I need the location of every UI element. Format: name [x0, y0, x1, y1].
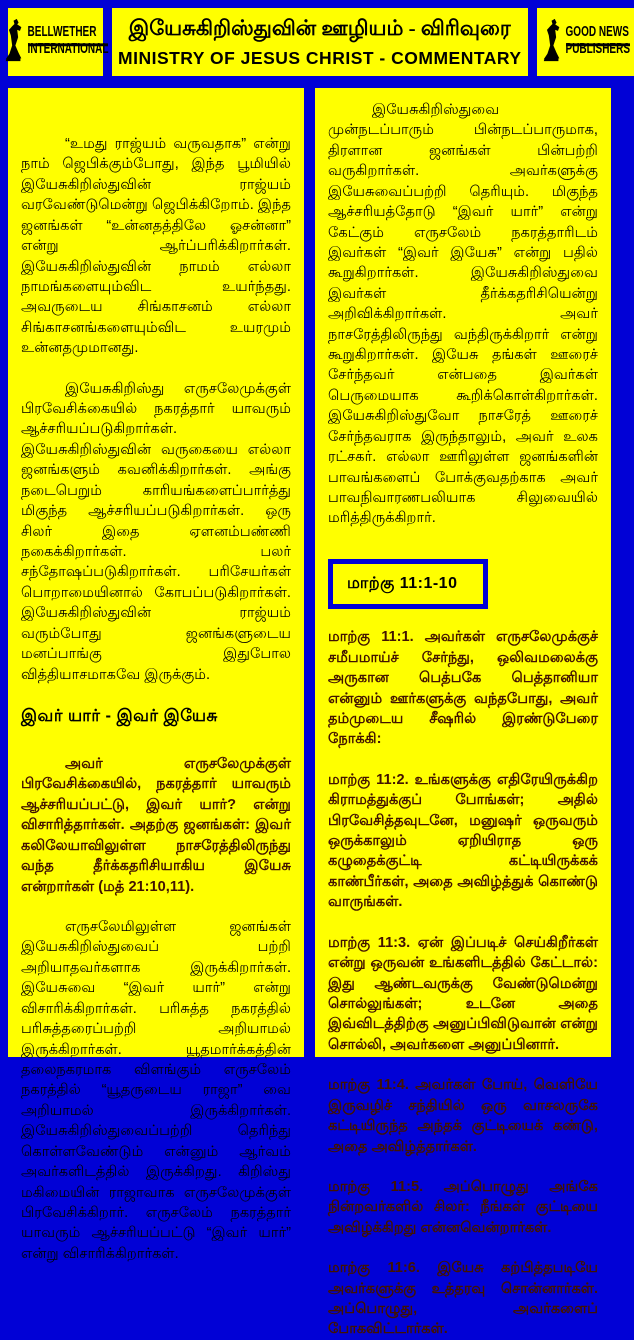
scripture-quote-paragraph: அவர் எருசலேமுக்குள் பிரவேசிக்கையில், நகரத்தார் யாவரும் ஆச்சரியப்பட்டு, இவர் யார்? என்று விசாரித்தார்கள். அதற்கு ஜனங்கள்: இவர் கலிலேயாவிலுள்ள நாசரேத்திலிருந்து வந்த தீர்க்கதரிசியாகிய இயேசு என்றார்கள் (மத் 21:10,11). — [21, 756, 291, 895]
verse-paragraph: மாற்கு 11:3. ஏன் இப்படிச் செய்கிறீர்கள் என்று ஒருவன் உங்களிடத்தில் கேட்டால்: இது ஆண்டவருக்கு வேண்டுமென்று சொல்லுங்கள்; உடனே அதை இவ்விடத்திற்கு அனுப்பிவிடுவான் என்று சொல்லி, அவர்களை அனுப்பினார். — [328, 934, 598, 1053]
statue-icon — [541, 17, 563, 68]
right-column — [315, 88, 611, 1338]
verse-paragraph: மாற்கு 11:1. அவர்கள் எருசலேமுக்குச் சமீபமாய்ச் சேர்ந்து, ஒலிவமலைக்கு அருகான பெத்பகே பெத்தானியா என்னும் ஊர்களுக்கு வந்தபோது, அவர் தம்முடைய சீஷரில் இரண்டுபேரை நோக்கி: — [328, 629, 598, 748]
verse-paragraph: மாற்கு 11:6. இயேசு கற்பித்தபடியே அவர்களுக்கு உத்தரவு சொன்னார்கள். அப்பொழுது, அவர்களைப் போகவிட்டார்கள். — [328, 1260, 598, 1338]
title-box — [112, 8, 528, 76]
section-heading: இவர் யார் - இவர் இயேசு — [21, 706, 218, 725]
bellwether-logo-text — [27, 24, 109, 58]
commentary-paragraph: எருசலேமிலுள்ள ஜனங்கள் இயேசுகிறிஸ்துவைப் பற்றி அறியாதவர்களாக இருக்கிறார்கள். இயேசுவை “இவர் யார்” என்று விசாரிக்கிறார்கள். பரிசுத்த நகரத்தில் பரிசுத்தரைப்பற்றி அறியாமல் இருக்கிறார்கள். யூதமார்க்கத்தின் தலைநகரமாக விளங்கும் எருசலேம் நகரத்தில் “யூதருடைய ராஜா” வை அறியாமல் இருக்கிறார்கள். இயேசுகிறிஸ்துவைப்பற்றி தெரிந்து கொள்ளவேண்டும் என்னும் ஆர்வம் அவர்களிடத்தில் இருக்கிறது. கிறிஸ்து மகிமையின் ராஜாவாக எருசலேமுக்குள் பிரவேசிக்கிறார். எருசலேம் நகரத்தார் யாவரும் ஆச்சரியப்பட்டு “இவர் யார்” என்று விசாரிக்கிறார்கள். — [21, 919, 291, 1262]
verse-paragraph: மாற்கு 11:5. அப்பொழுது அங்கே நின்றவர்களில் சிலர்: நீங்கள் குட்டியை அவிழ்க்கிறது என்னவென்றார்கள். — [328, 1178, 598, 1236]
title-tamil: இயேசுகிறிஸ்துவின் ஊழியம் - விரிவுரை — [128, 15, 511, 40]
content-area — [8, 88, 611, 1338]
statue-icon — [3, 17, 25, 68]
good-news-logo-line1: GOOD NEWS — [566, 25, 630, 45]
left-column — [8, 88, 304, 1262]
good-news-logo-text — [565, 24, 630, 58]
verse-paragraph: மாற்கு 11:4. அவர்கள் போய், வெளியே இருவழிச் சந்தியில் ஒரு வாசலருகே கட்டியிருந்த அந்தக் குட்டியைக் கண்டு, அதை அவிழ்த்தார்கள். — [328, 1077, 598, 1155]
passage-reference-box: மாற்கு 11:1-10 — [328, 559, 488, 609]
bellwether-logo — [8, 8, 109, 76]
commentary-paragraph: “உமது ராஜ்யம் வருவதாக” என்று நாம் ஜெபிக்கும்போது, இந்த பூமியில் இயேசுகிறிஸ்துவின் ராஜ்யம் வரவேண்டுமென்று ஜெபிக்கிறோம். இந்த ஜனங்கள் “உன்னதத்திலே ஓசன்னா” என்று ஆர்ப்பரிக்கிறார்கள். இயேசுகிறிஸ்துவின் நாமம் எல்லா நாமங்களையும்விட உயர்ந்தது. அவருடைய சிங்காசனம் எல்லா சிங்காசனங்களையும்விட உயரமும் உன்னதமுமானது. — [21, 136, 291, 357]
bellwether-logo-line1: BELLWETHER — [28, 25, 109, 45]
title-english: MINISTRY OF JESUS CHRIST - COMMENTARY — [118, 47, 522, 68]
header — [8, 8, 630, 76]
bellwether-logo-line2: INTERNATIONAL — [27, 41, 109, 58]
good-news-logo-line2: PUBLISHERS — [565, 41, 630, 58]
good-news-publishers-logo — [537, 8, 634, 76]
passage-reference-wrap — [328, 559, 598, 609]
commentary-paragraph: இயேசுகிறிஸ்து எருசலேமுக்குள் பிரவேசிக்கையில் நகரத்தார் யாவரும் ஆச்சரியப்படுகிறார்கள். இயேசுகிறிஸ்துவின் வருகையை எல்லா ஜனங்களும் கவனிக்கிறார்கள். அங்கு நடைபெறும் காரியங்களைப்பார்த்து மிகுந்த ஆச்சரியப்படுகிறார்கள். ஒரு சிலர் இதை ஏளனம்பண்ணி நகைக்கிறார்கள். பலர் சந்தோஷப்படுகிறார்கள். பரிசேயர்கள் பொறாமையினால் கோபப்படுகிறார்கள். இயேசுகிறிஸ்துவின் ராஜ்யம் வரும்போது ஜனங்களுடைய மனப்பாங்கு இதுபோல வித்தியாசமாகவே இருக்கும். — [21, 380, 291, 683]
verse-paragraph: மாற்கு 11:2. உங்களுக்கு எதிரேயிருக்கிற கிராமத்துக்குப் போங்கள்; அதில் பிரவேசித்தவுடனே, மனுஷர் ஒருவரும் ஒருக்காலும் ஏறியிராத ஒரு கழுதைக்குட்டி கட்டியிருக்கக் காண்பீர்கள், அதை அவிழ்த்துக் கொண்டு வாருங்கள். — [328, 771, 598, 911]
commentary-paragraph: இயேசுகிறிஸ்துவை முன்நடப்பாரும் பின்நடப்பாருமாக, திரளான ஜனங்கள் பின்பற்றி வருகிறார்கள். அவர்களுக்கு இயேசுவைப்பற்றி தெரியும். மிகுந்த ஆச்சரியத்தோடு “இவர் யார்” என்று கேட்கும் எருசலேம் நகரத்தாரிடம் இவர்கள் “இவர் இயேசு” என்று பதில் கூறுகிறார்கள். இயேசுகிறிஸ்துவை இவர்கள் தீர்க்கதரிசியென்று அறிவிக்கிறார்கள். அவர் நாசரேத்திலிருந்து வந்திருக்கிறார் என்று கூறுகிறார்கள். இயேசு தங்கள் ஊரைச் சேர்ந்தவர் என்பதை இவர்கள் பெருமையாக கூறிக்கொள்கிறார்கள். இயேசுகிறிஸ்துவோ நாசரேத் ஊரைச் சேர்ந்தவராக இருந்தாலும், அவர் உலக ரட்சகர். எல்லா ஊரிலுள்ள ஜனங்களின் பாவங்களைப் போக்குவதற்காக அவர் பாவநிவாரணபலியாக சிலுவையில் மரித்திருக்கிறார். — [328, 102, 598, 527]
